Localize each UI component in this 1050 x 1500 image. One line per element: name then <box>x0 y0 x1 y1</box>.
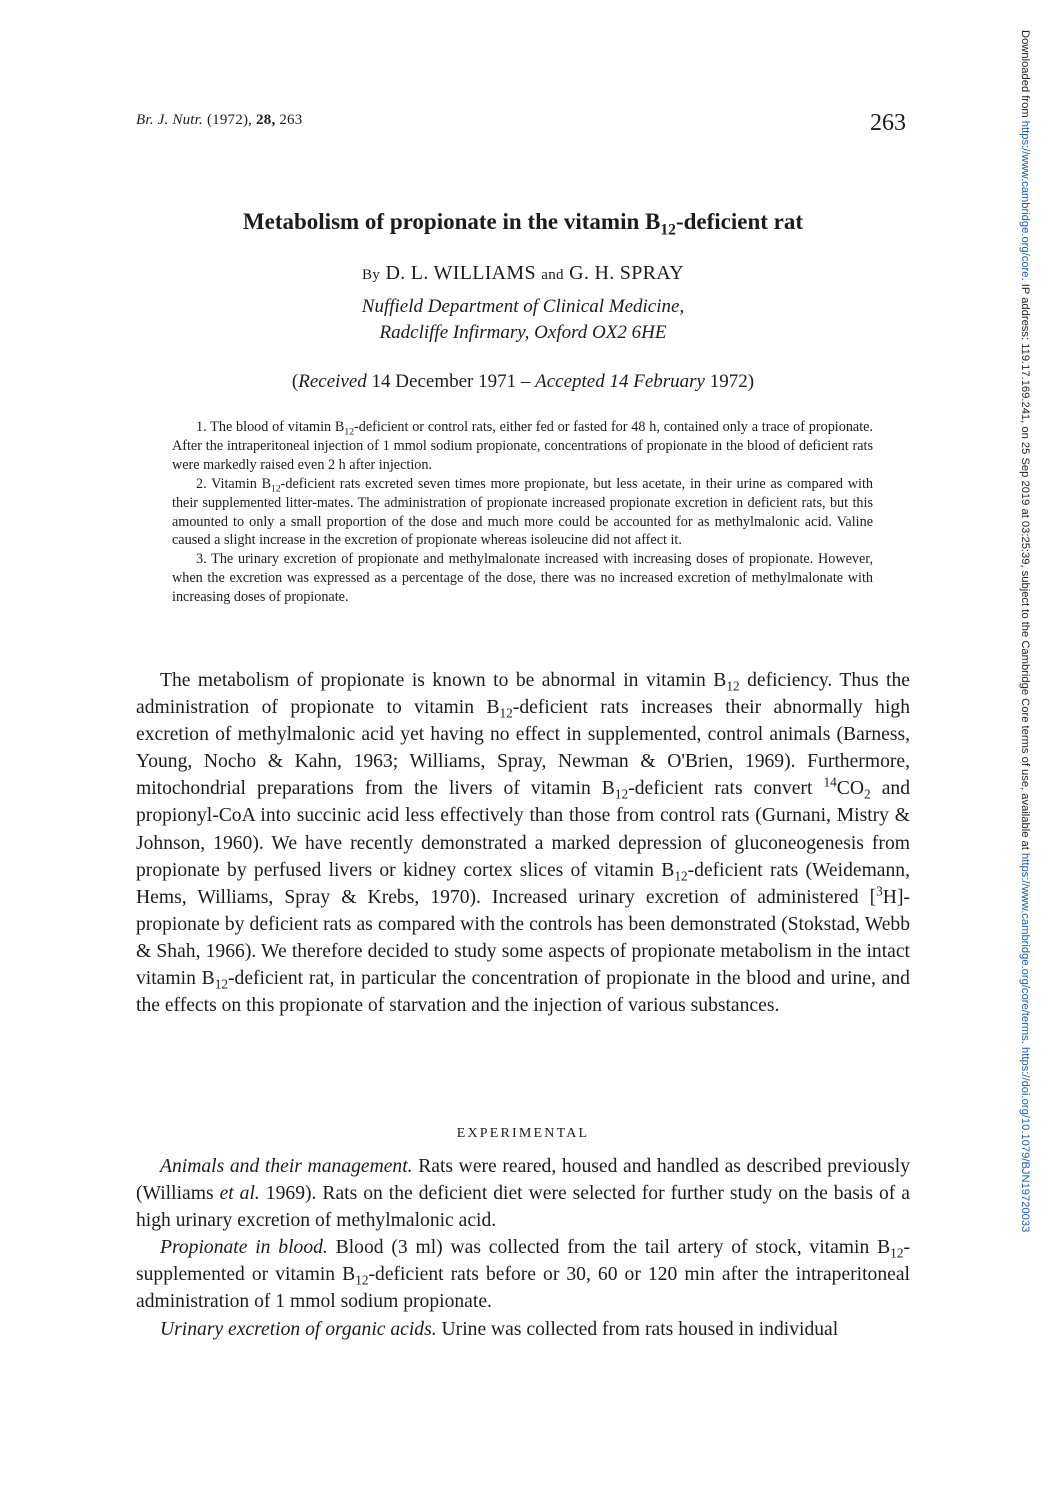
intro-sub-2: 12 <box>499 705 513 721</box>
experimental-paragraph-urinary <box>136 1316 910 1343</box>
received-open: ( <box>291 371 299 392</box>
abstract-paragraph-2 <box>172 475 873 551</box>
section-heading-experimental: EXPERIMENTAL <box>456 1126 590 1141</box>
intro-text-8: H]-propionate by deficient rats as compared with the controls has been demonstrated (Stokstad, Webb & Shah, 1966). We therefore decided to study some aspects of propionate metabolism in the intact vitamin B <box>136 886 910 990</box>
abstract-2-text-b: -deficient rats excreted seven times more propionate, but less acetate, in their urine as compared with their supplemented litter-mates. The administration of propionate increased propionate excretion in deficient rats, but this amounted to only a small proportion of the dose and much more could be accounted for as methylmalonic acid. Valine caused a slight increase in the excretion of propionate whereas isoleucine did not affect it. <box>172 475 873 549</box>
accepted-label: Accepted <box>535 371 605 392</box>
journal-volume: 28, <box>256 112 276 128</box>
download-notice <box>1017 30 1033 1380</box>
urinary-text-a: Urine was collected from rats housed in individual <box>436 1318 839 1340</box>
introduction <box>136 667 910 1019</box>
blood-text-b: -supplemented or vitamin B <box>136 1237 910 1286</box>
intro-sub-6: 12 <box>674 868 688 884</box>
journal-page: 263 <box>279 112 303 128</box>
intro-text-4: -deficient rats convert <box>628 778 824 800</box>
title-rest: -deficient rat <box>675 209 804 234</box>
blood-text-c: -deficient rats before or 30, 60 or 120 min after the intraperitoneal administration of 1 mmol sodium propionate. <box>136 1264 910 1313</box>
animals-heading: Animals and their management. <box>160 1156 413 1177</box>
urinary-heading: Urinary excretion of organic acids. <box>160 1318 437 1340</box>
affiliation-line-1: Nuffield Department of Clinical Medicine, <box>361 296 685 317</box>
abstract-1-text-a: 1. The blood of vitamin B <box>196 419 345 435</box>
abstract-paragraph-1 <box>172 418 873 475</box>
journal-citation <box>136 112 302 129</box>
intro-text-9: -deficient rat, in particular the concentration of propionate in the blood and urine, and the effects on this propionate of starvation and the injection of various substances. <box>136 968 910 1017</box>
received-close: 1972) <box>709 371 755 392</box>
intro-sub-1: 12 <box>726 678 740 694</box>
received-dates <box>136 371 910 393</box>
author-1: D. L. WILLIAMS <box>385 262 536 284</box>
title-main: Metabolism of propionate in the vitamin B <box>242 209 661 234</box>
title-subscript: 12 <box>660 221 676 239</box>
author-2: G. H. SPRAY <box>569 262 684 284</box>
experimental-paragraph-animals <box>136 1153 910 1234</box>
intro-text-3: -deficient rats increases their abnormally high excretion of methylmalonic acid yet having no effect in supplemented, control animals (Barness, Young, Nocho & Kahn, 1963; Williams, Spray, Newman & O'Brien, 1969). Furthermore, mitochondrial preparations from the livers of vitamin B <box>136 697 910 800</box>
intro-paragraph <box>136 667 910 1019</box>
animals-text-a: Rats were reared, housed and handled as described previously (Williams <box>136 1156 910 1205</box>
journal-name: Br. J. Nutr. <box>136 112 203 128</box>
journal-year: (1972), <box>206 112 253 128</box>
download-notice-text-2: . IP address: 119.17.169.241, on 25 Sep 2019 at 03:25:39, subject to the Cambridge Core terms of use, available at <box>1019 277 1031 853</box>
animals-et-al: et al. <box>219 1183 260 1205</box>
authors <box>136 262 910 285</box>
abstract <box>172 418 873 607</box>
animals-text-b: 1969). Rats on the deficient diet were selected for further study on the basis of a high urinary excretion of methylmalonic acid. <box>136 1183 910 1232</box>
abstract-paragraph-3: 3. The urinary excretion of propionate and methylmalonate increased with increasing doses of propionate. However, when the excretion was expressed as a percentage of the dose, there was no increased excretion of methylmalonate with increasing doses of propionate. <box>172 551 873 606</box>
experimental-paragraph-blood <box>136 1234 910 1315</box>
intro-sup-7: 3 <box>876 883 883 899</box>
page-number: 263 <box>870 110 906 136</box>
intro-sub-8: 12 <box>214 976 228 992</box>
intro-sub-5: 2 <box>864 787 871 803</box>
received-label: Received <box>298 371 367 392</box>
abstract-1-text-b: -deficient or control rats, either fed or fasted for 48 h, contained only a trace of propionate. After the intraperitoneal injection of 1 mmol sodium propionate, concentrations of propionate in the blood of deficient rats were markedly raised even 2 h after injection. <box>172 419 873 473</box>
intro-text-2: deficiency. Thus the administration of propionate to vitamin B <box>136 670 910 719</box>
intro-sub-3: 12 <box>614 787 629 803</box>
experimental-section <box>136 1153 910 1343</box>
download-notice-text-3: . <box>1019 1040 1031 1047</box>
intro-text-5: CO <box>836 778 864 800</box>
article-title <box>136 209 910 239</box>
intro-text-6: and propionyl-CoA into succinic acid less effectively than those from control rats (Gurnani, Mistry & Johnson, 1960). We have recently demonstrated a marked depression of gluconeogenesis from propionate by perfused livers or kidney cortex slices of vitamin B <box>136 778 910 881</box>
accepted-date: 14 February <box>609 371 705 392</box>
blood-sub-2: 12 <box>355 1273 369 1289</box>
cambridge-core-link[interactable]: https://www.cambridge.org/core <box>1019 120 1031 278</box>
affiliation-line-2: Radcliffe Infirmary, Oxford OX2 6HE <box>379 322 667 343</box>
blood-heading: Propionate in blood. <box>160 1237 328 1259</box>
blood-text-a: Blood (3 ml) was collected from the tail artery of stock, vitamin B <box>327 1237 891 1259</box>
intro-text-1: The metabolism of propionate is known to be abnormal in vitamin B <box>160 670 727 691</box>
doi-link[interactable]: https://doi.org/10.1079/BJN19720033 <box>1019 1047 1031 1233</box>
intro-text-7: -deficient rats (Weidemann, Hems, Williams, Spray & Krebs, 1970). Increased urinary excretion of administered [ <box>136 859 911 908</box>
abstract-2-text-a: 2. Vitamin B <box>196 475 272 492</box>
authors-and: and <box>541 267 564 283</box>
terms-link[interactable]: https://www.cambridge.org/core/terms <box>1019 853 1031 1041</box>
intro-sup-4: 14 <box>823 775 837 791</box>
download-notice-text-1: Downloaded from <box>1019 30 1031 121</box>
authors-by: By <box>362 267 381 283</box>
abstract-2-subscript: 12 <box>271 483 281 495</box>
abstract-1-subscript: 12 <box>344 426 355 438</box>
received-date: 14 December 1971 – <box>371 371 531 392</box>
blood-sub-1: 12 <box>890 1245 904 1261</box>
